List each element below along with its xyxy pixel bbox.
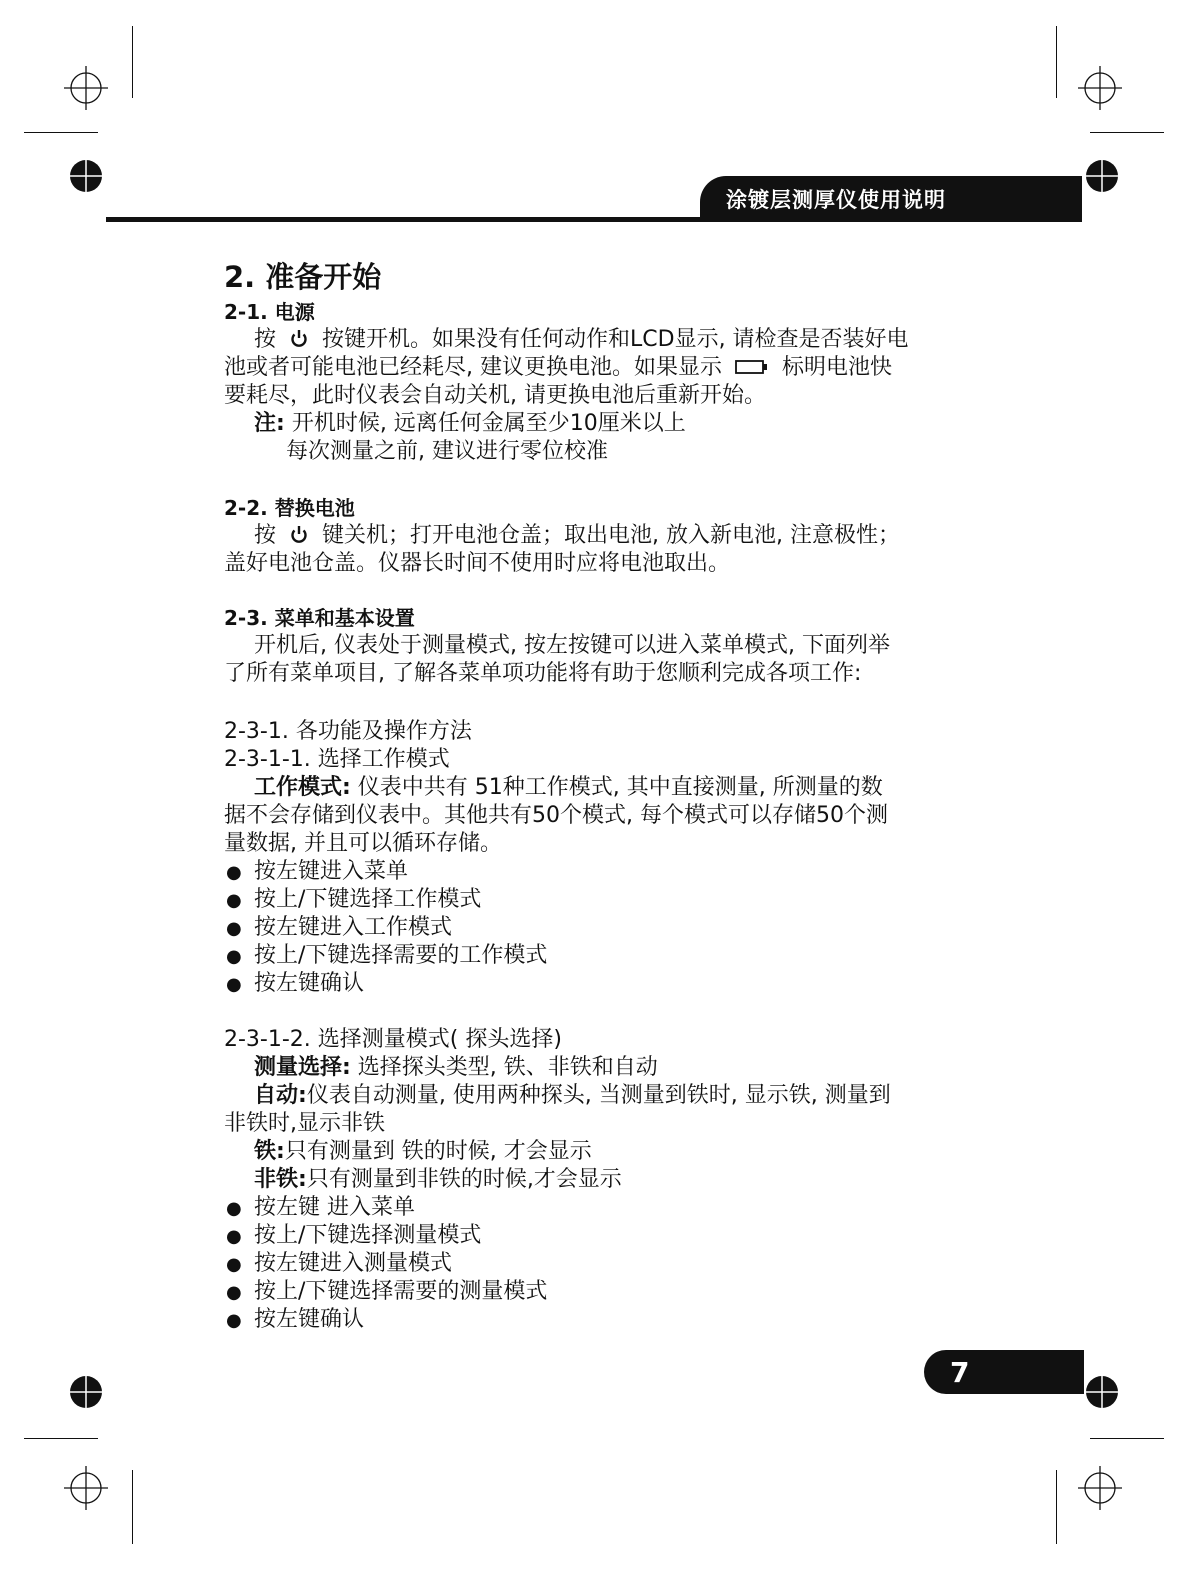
- text: 标明电池快: [782, 355, 893, 380]
- list-item: [226, 1278, 547, 1307]
- registration-dot-icon: [1084, 1374, 1120, 1410]
- registration-target-icon: [64, 1466, 108, 1510]
- crop-mark: [1090, 1438, 1164, 1439]
- paragraph-line: 量数据, 并且可以循环存储。: [224, 831, 502, 856]
- text: 开机时候, 远离任何金属至少10厘米以上: [291, 411, 686, 436]
- label: 测量选择:: [254, 1055, 351, 1080]
- registration-dot-icon: [68, 1374, 104, 1410]
- crop-mark: [1056, 26, 1057, 98]
- list-item: [226, 970, 364, 999]
- text: 按左键确认: [254, 971, 365, 996]
- bullet-icon: ●: [226, 1254, 242, 1275]
- note-line: 每次测量之前, 建议进行零位校准: [286, 439, 608, 464]
- paragraph-line: [254, 326, 909, 354]
- subsection-title: 2-2. 替换电池: [224, 496, 355, 520]
- registration-dot-icon: [68, 158, 104, 194]
- bullet-icon: ●: [226, 918, 242, 939]
- paragraph-line: [254, 774, 883, 802]
- text: 按左键进入菜单: [254, 859, 409, 884]
- text: 仪表自动测量, 使用两种探头, 当测量到铁时, 显示铁, 测量到: [306, 1083, 891, 1108]
- bullet-icon: ●: [226, 1282, 242, 1303]
- note-line: [254, 410, 686, 438]
- text: 按左键确认: [254, 1307, 365, 1332]
- section-title: 2. 准备开始: [224, 260, 382, 294]
- bullet-icon: ●: [226, 1198, 242, 1219]
- text: 按: [254, 327, 277, 352]
- bullet-icon: ●: [226, 1226, 242, 1247]
- label: 非铁:: [254, 1167, 307, 1192]
- text: 按: [254, 523, 277, 548]
- low-battery-icon: [735, 359, 769, 375]
- text: 池或者可能电池已经耗尽, 建议更换电池。如果显示: [224, 355, 722, 380]
- text: 仪表中共有 51种工作模式, 其中直接测量, 所测量的数: [350, 775, 883, 800]
- list-item: [226, 914, 452, 943]
- text: 按上/下键选择测量模式: [254, 1223, 482, 1248]
- registration-target-icon: [1078, 1466, 1122, 1510]
- subheading: 2-3-1. 各功能及操作方法: [224, 719, 472, 744]
- text: 选择探头类型, 铁、非铁和自动: [350, 1055, 658, 1080]
- paragraph-line: 据不会存储到仪表中。其他共有50个模式, 每个模式可以存储50个测: [224, 803, 888, 828]
- bullet-icon: ●: [226, 974, 242, 995]
- power-icon: [289, 329, 309, 349]
- header-title: 涂镀层测厚仪使用说明: [700, 176, 1082, 222]
- label: 铁:: [254, 1139, 285, 1164]
- list-item: [226, 886, 481, 915]
- crop-mark: [1056, 1470, 1057, 1544]
- list-item: [226, 1250, 452, 1279]
- power-icon: [289, 525, 309, 545]
- text: 按左键进入工作模式: [254, 915, 453, 940]
- paragraph-line: 了所有菜单项目, 了解各菜单项功能将有助于您顺利完成各项工作:: [224, 661, 862, 686]
- bullet-icon: ●: [226, 862, 242, 883]
- paragraph-line: [254, 522, 900, 550]
- list-item: [226, 942, 547, 971]
- paragraph-line: 非铁时,显示非铁: [224, 1111, 385, 1136]
- text: 按上/下键选择工作模式: [254, 887, 482, 912]
- registration-dot-icon: [1084, 158, 1120, 194]
- list-item: [226, 858, 408, 887]
- crop-mark: [132, 1470, 133, 1544]
- bullet-icon: ●: [226, 946, 242, 967]
- text: 按左键进入测量模式: [254, 1251, 453, 1276]
- crop-mark: [1090, 132, 1164, 133]
- paragraph-line: [224, 354, 892, 382]
- label: 工作模式:: [254, 775, 351, 800]
- crop-mark: [132, 26, 133, 98]
- bullet-icon: ●: [226, 890, 242, 911]
- list-item: [226, 1222, 481, 1251]
- bullet-icon: ●: [226, 1310, 242, 1331]
- paragraph-line: [254, 1082, 891, 1110]
- paragraph-line: [254, 1054, 658, 1082]
- text: 按左键 进入菜单: [254, 1195, 415, 1220]
- text: 键关机；打开电池仓盖；取出电池, 放入新电池, 注意极性；: [322, 523, 900, 548]
- crop-mark: [24, 1438, 98, 1439]
- page-number: 7: [924, 1350, 1084, 1394]
- text: 按上/下键选择需要的测量模式: [254, 1279, 548, 1304]
- list-item: [226, 1306, 364, 1335]
- subheading: 2-3-1-1. 选择工作模式: [224, 747, 450, 772]
- crop-mark: [24, 132, 98, 133]
- label: 自动:: [254, 1083, 307, 1108]
- registration-target-icon: [64, 66, 108, 110]
- subsection-title: 2-1. 电源: [224, 300, 315, 324]
- paragraph-line: 开机后, 仪表处于测量模式, 按左按键可以进入菜单模式, 下面列举: [254, 633, 890, 658]
- paragraph-line: [254, 1166, 622, 1194]
- list-item: [226, 1194, 415, 1223]
- note-label: 注:: [254, 411, 285, 436]
- paragraph-line: 要耗尽，此时仪表会自动关机, 请更换电池后重新开始。: [224, 383, 766, 408]
- text: 按键开机。如果没有任何动作和LCD显示, 请检查是否装好电: [322, 327, 909, 352]
- subheading: 2-3-1-2. 选择测量模式( 探头选择): [224, 1027, 562, 1052]
- paragraph-line: [254, 1138, 592, 1166]
- text: 按上/下键选择需要的工作模式: [254, 943, 548, 968]
- text: 只有测量到 铁的时候, 才会显示: [284, 1139, 592, 1164]
- subsection-title: 2-3. 菜单和基本设置: [224, 606, 415, 630]
- registration-target-icon: [1078, 66, 1122, 110]
- paragraph-line: 盖好电池仓盖。仪器长时间不使用时应将电池取出。: [224, 551, 731, 576]
- text: 只有测量到非铁的时候,才会显示: [306, 1167, 622, 1192]
